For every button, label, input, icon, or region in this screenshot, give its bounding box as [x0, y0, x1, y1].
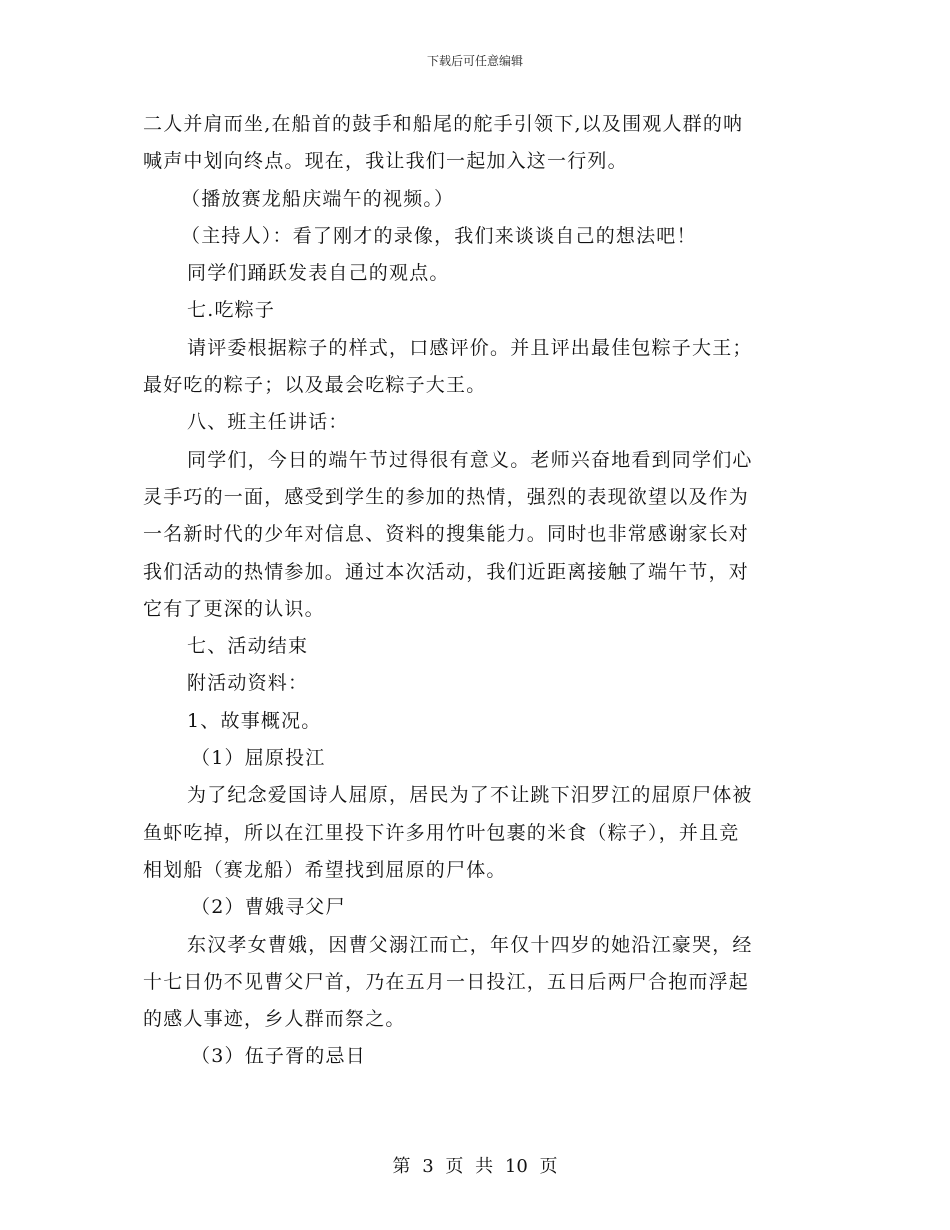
paragraph-line: 最好吃的粽子；以及最会吃粽子大王。 — [143, 374, 487, 397]
section-heading: 七.吃粽子 — [187, 299, 276, 322]
paragraph-line: 为了纪念爱国诗人屈原，居民为了不让跳下汨罗江的屈原尸体被 — [187, 784, 753, 807]
footer-suffix: 页 — [539, 1156, 558, 1177]
paragraph-line: 同学们，今日的端午节过得很有意义。老师兴奋地看到同学们心 — [187, 448, 753, 471]
paragraph-line: 它有了更深的认识。 — [143, 597, 325, 620]
footer-prefix: 第 — [392, 1156, 411, 1177]
paragraph-line: 一名新时代的少年对信息、资料的搜集能力。同时也非常感谢家长对 — [143, 523, 750, 546]
total-page-count: 10 — [504, 1156, 528, 1177]
paragraph-line: 相划船（赛龙船）希望找到屈原的尸体。 — [143, 858, 507, 881]
paragraph-line: 十七日仍不见曹父尸首，乃在五月一日投江，五日后两尸合抱而浮起 — [143, 970, 750, 993]
paragraph-line: 喊声中划向终点。现在，我让我们一起加入这一行列。 — [143, 150, 628, 173]
paragraph-line: 请评委根据粽子的样式，口感评价。并且评出最佳包粽子大王； — [187, 336, 753, 359]
footer-total-word: 共 — [475, 1156, 494, 1177]
paragraph-line: 的感人事迹，乡人群而祭之。 — [143, 1008, 406, 1031]
section-heading: 八、班主任讲话： — [187, 411, 349, 434]
subsection-heading: （3）伍子胥的忌日 — [191, 1045, 366, 1068]
paragraph-line: （播放赛龙船庆端午的视频。） — [181, 187, 455, 210]
paragraph-line: 灵手巧的一面，感受到学生的参加的热情，强烈的表现欲望以及作为 — [143, 485, 750, 508]
subsection-heading: （2）曹娥寻父尸 — [191, 896, 346, 919]
page-footer — [0, 1152, 950, 1178]
paragraph-line: 东汉孝女曹娥，因曹父溺江而亡，年仅十四岁的她沿江豪哭，经 — [187, 933, 753, 956]
paragraph-line: 我们活动的热情参加。通过本次活动，我们近距离接触了端午节，对 — [143, 560, 750, 583]
document-body — [143, 106, 798, 1076]
section-heading: 七、活动结束 — [187, 635, 309, 658]
footer-page-word: 页 — [445, 1156, 464, 1177]
subsection-heading: （1）屈原投江 — [191, 747, 326, 770]
subsection-heading: 1、故事概况。 — [187, 709, 322, 732]
current-page-number: 3 — [422, 1156, 434, 1177]
paragraph-line: 同学们踊跃发表自己的观点。 — [187, 262, 450, 285]
paragraph-line: 鱼虾吃掉，所以在江里投下许多用竹叶包裹的米食（粽子），并且竞 — [143, 821, 740, 844]
paragraph-line: 附活动资料： — [187, 672, 309, 695]
paragraph-line: 二人并肩而坐,在船首的鼓手和船尾的舵手引领下,以及围观人群的呐 — [143, 113, 744, 135]
paragraph-line: （主持人）：看了刚才的录像，我们来谈谈自己的想法吧！ — [181, 224, 697, 247]
page-header: 下载后可任意编辑 — [426, 54, 523, 68]
